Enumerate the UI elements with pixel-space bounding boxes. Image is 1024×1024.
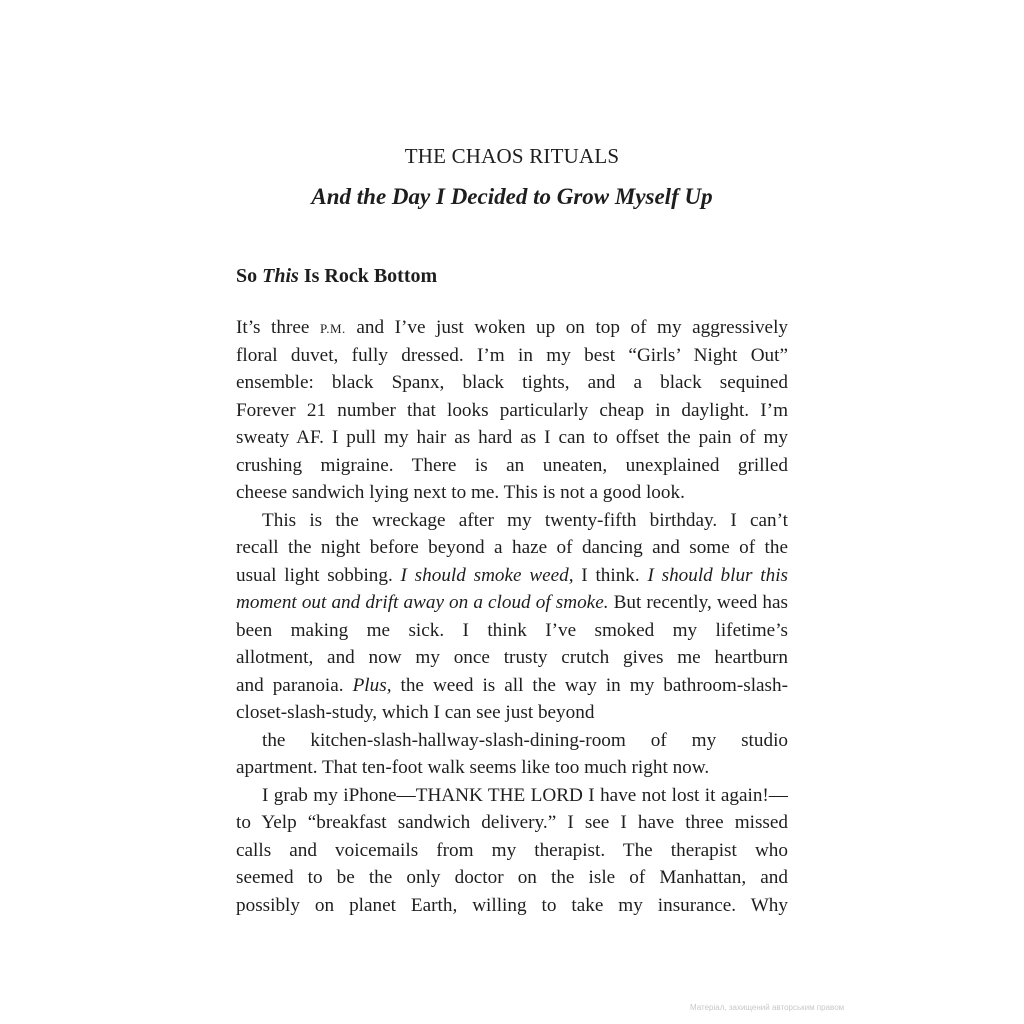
text-line: the kitchen-slash-hallway-slash-dining-room of my studio xyxy=(262,729,788,751)
chapter-title: THE CHAOS RITUALS xyxy=(404,144,620,168)
text-line: to Yelp “breakfast sandwich delivery.” I see I have three missed xyxy=(236,812,788,833)
copyright-watermark: Матеріал, захищений авторським правом xyxy=(690,1003,845,1012)
body-text xyxy=(236,314,788,919)
text-line: sweaty AF. I pull my hair as hard as I can to offset the pain of my xyxy=(236,427,788,448)
chapter-subtitle: And the Day I Decided to Grow Myself Up xyxy=(311,184,713,209)
section-heading-text: Is Rock Bottom xyxy=(298,265,438,287)
text-line: ensemble: black Spanx, black tights, and a black sequined xyxy=(236,372,788,393)
text-line: It’s three P.M. and I’ve just woken up on top of my aggressively xyxy=(236,317,788,338)
text-line: cheese sandwich lying next to me. This is not a good look. xyxy=(236,482,685,503)
text-line: recall the night before beyond a haze of dancing and some of the xyxy=(236,537,788,558)
text-line: Forever 21 number that looks particularly cheap in daylight. I’m xyxy=(236,399,788,421)
text-line: floral duvet, fully dressed. I’m in my best “Girls’ Night Out” xyxy=(236,344,788,366)
text-line: moment out and drift away on a cloud of smoke. But recently, weed has xyxy=(236,592,789,613)
section-heading-emphasis: This xyxy=(262,265,299,287)
section-heading xyxy=(236,265,437,288)
text-line: calls and voicemails from my therapist. The therapist who xyxy=(236,839,788,861)
text-line: This is the wreckage after my twenty-fifth birthday. I can’t xyxy=(262,509,788,531)
text-line: usual light sobbing. I should smoke weed, I think. I should blur this xyxy=(236,564,788,586)
text-line: seemed to be the only doctor on the isle of Manhattan, and xyxy=(236,867,788,888)
text-line: closet-slash-study, which I can see just beyond xyxy=(236,702,595,723)
text-line: allotment, and now my once trusty crutch gives me heartburn xyxy=(236,647,788,668)
text-line: I grab my iPhone—THANK THE LORD I have not lost it again!— xyxy=(262,784,788,806)
text-line: possibly on planet Earth, willing to take my insurance. Why xyxy=(236,894,788,916)
text-line: crushing migraine. There is an uneaten, unexplained grilled xyxy=(236,454,788,476)
text-line: apartment. That ten-foot walk seems like too much right now. xyxy=(236,757,710,778)
section-heading-text: So xyxy=(236,265,263,287)
text-line: and paranoia. Plus, the weed is all the way in my bathroom-slash- xyxy=(236,674,788,696)
text-line: been making me sick. I think I’ve smoked my lifetime’s xyxy=(236,619,788,641)
